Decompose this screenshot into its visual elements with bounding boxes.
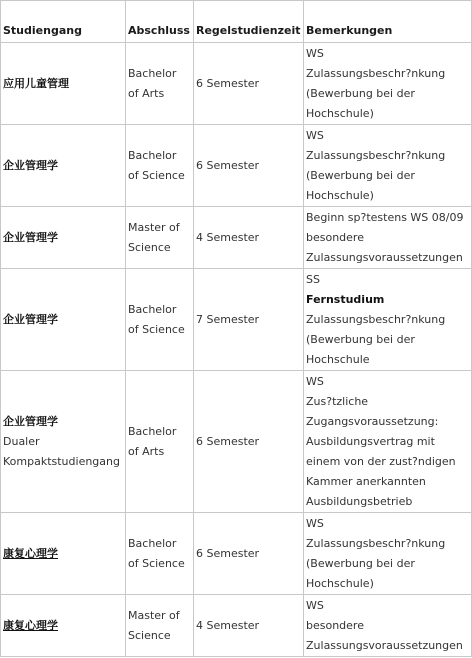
remark-line: WS — [306, 374, 324, 388]
remark-line: besondere — [306, 618, 364, 632]
header-degree: Abschluss — [126, 1, 194, 43]
degree-cell — [126, 43, 194, 125]
remark-line: SS — [306, 272, 320, 286]
table-row — [1, 269, 472, 371]
program-name: 企业管理学 — [3, 414, 58, 428]
remark-line: besondere — [306, 230, 364, 244]
header-duration: Regelstudienzeit — [194, 1, 304, 43]
degree-cell — [126, 371, 194, 513]
remarks-cell — [304, 125, 472, 207]
remark-line: Ausbildungsvertrag mit — [306, 434, 435, 448]
remark-line: WS — [306, 46, 324, 60]
table-row — [1, 371, 472, 513]
remark-line: WS — [306, 128, 324, 142]
remarks-cell — [304, 207, 472, 269]
table-row — [1, 595, 472, 657]
remark-line: Hochschule) — [306, 188, 374, 202]
table-row — [1, 43, 472, 125]
degree-cell — [126, 207, 194, 269]
remark-line: Zugangsvoraussetzung: — [306, 414, 439, 428]
remarks-cell — [304, 595, 472, 657]
program-cell — [1, 595, 126, 657]
program-name: 企业管理学 — [3, 158, 58, 172]
program-link[interactable]: 康复心理学 — [3, 546, 58, 560]
degree-line: of Science — [128, 322, 185, 336]
degree-line: Science — [128, 628, 171, 642]
remark-line: Kammer anerkannten — [306, 474, 426, 488]
remark-highlight: Fernstudium — [306, 292, 385, 306]
remark-line: Zus?tzliche — [306, 394, 369, 408]
remark-line: (Bewerbung bei der — [306, 332, 415, 346]
program-name: 企业管理学 — [3, 230, 58, 244]
degree-line: Bachelor — [128, 148, 177, 162]
degree-line: Bachelor — [128, 424, 177, 438]
degree-line: Bachelor — [128, 536, 177, 550]
program-cell — [1, 125, 126, 207]
remark-line: Zulassungsbeschr?nkung — [306, 66, 446, 80]
header-remarks: Bemerkungen — [304, 1, 472, 43]
remark-line: Ausbildungsbetrieb — [306, 494, 413, 508]
duration-cell: 6 Semester — [194, 371, 304, 513]
remarks-cell — [304, 371, 472, 513]
program-subtitle: Kompaktstudiengang — [3, 454, 120, 468]
remark-line: Zulassungsvoraussetzungen — [306, 250, 463, 264]
degree-line: Bachelor — [128, 66, 177, 80]
program-subtitle: Dualer — [3, 434, 40, 448]
table-row — [1, 125, 472, 207]
remark-line: Zulassungsbeschr?nkung — [306, 148, 446, 162]
remark-line: WS — [306, 598, 324, 612]
table-header-row — [1, 1, 472, 43]
remarks-cell — [304, 43, 472, 125]
degree-line: Science — [128, 240, 171, 254]
program-cell — [1, 371, 126, 513]
degree-line: Bachelor — [128, 302, 177, 316]
duration-cell: 4 Semester — [194, 595, 304, 657]
degree-line: of Arts — [128, 86, 165, 100]
remark-line: Zulassungsbeschr?nkung — [306, 536, 446, 550]
duration-cell: 6 Semester — [194, 43, 304, 125]
remark-line: Beginn sp?testens WS 08/09 — [306, 210, 464, 224]
degree-line: Master of — [128, 220, 180, 234]
program-name: 应用儿童管理 — [3, 76, 69, 90]
table-row — [1, 207, 472, 269]
remark-line: Zulassungsbeschr?nkung — [306, 312, 446, 326]
header-program: Studiengang — [1, 1, 126, 43]
degree-cell — [126, 513, 194, 595]
degree-cell — [126, 269, 194, 371]
degree-cell — [126, 125, 194, 207]
program-link[interactable]: 康复心理学 — [3, 618, 58, 632]
duration-cell: 4 Semester — [194, 207, 304, 269]
program-cell — [1, 269, 126, 371]
program-cell — [1, 513, 126, 595]
remark-line: einem von der zust?ndigen — [306, 454, 456, 468]
remark-line: Hochschule) — [306, 576, 374, 590]
remark-line: (Bewerbung bei der — [306, 168, 415, 182]
remark-line: WS — [306, 516, 324, 530]
remark-line: Zulassungsvoraussetzungen — [306, 638, 463, 652]
remark-line: (Bewerbung bei der — [306, 86, 415, 100]
duration-cell: 7 Semester — [194, 269, 304, 371]
remarks-cell — [304, 513, 472, 595]
remark-line: Hochschule) — [306, 106, 374, 120]
program-name: 企业管理学 — [3, 312, 58, 326]
degree-line: Master of — [128, 608, 180, 622]
remark-line: Hochschule — [306, 352, 370, 366]
degree-line: of Science — [128, 556, 185, 570]
program-cell — [1, 207, 126, 269]
remarks-cell — [304, 269, 472, 371]
duration-cell: 6 Semester — [194, 125, 304, 207]
table-row — [1, 513, 472, 595]
degree-line: of Science — [128, 168, 185, 182]
degree-cell — [126, 595, 194, 657]
degree-line: of Arts — [128, 444, 165, 458]
duration-cell: 6 Semester — [194, 513, 304, 595]
program-cell — [1, 43, 126, 125]
remark-line: (Bewerbung bei der — [306, 556, 415, 570]
